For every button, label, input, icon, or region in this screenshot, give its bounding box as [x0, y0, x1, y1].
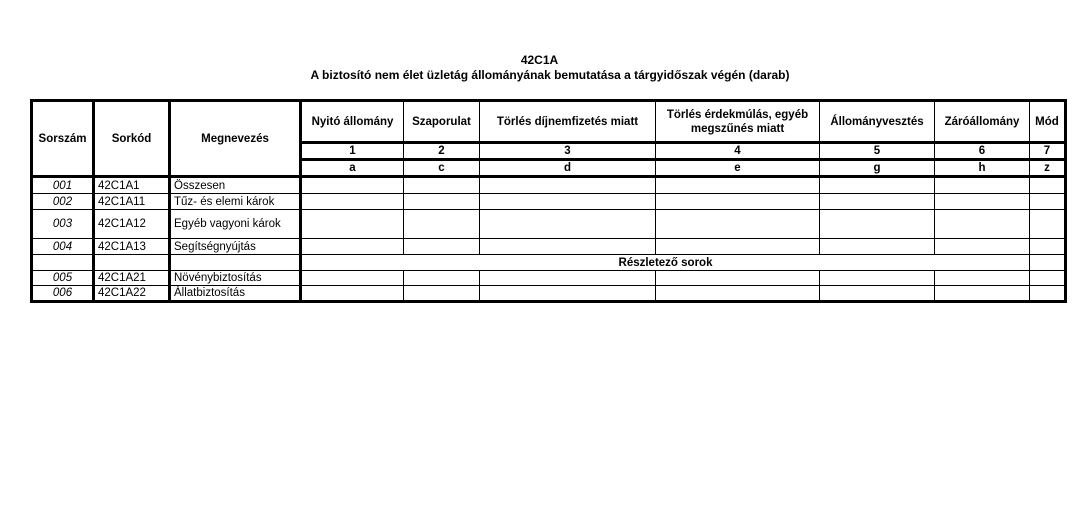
- data-cell[interactable]: [1030, 177, 1066, 194]
- header-name: Megnevezés: [170, 101, 301, 177]
- col-letter: c: [404, 160, 480, 177]
- data-cell[interactable]: [656, 286, 820, 302]
- data-cell[interactable]: [820, 239, 935, 255]
- form-code: 42C1A: [520, 53, 559, 67]
- form-title: A biztosító nem élet üzletág állományának bemutatása a tárgyidőszak végén (darab): [310, 68, 790, 82]
- row-name: Egyéb vagyoni károk: [170, 210, 301, 239]
- data-cell[interactable]: [301, 177, 404, 194]
- data-cell[interactable]: [656, 177, 820, 194]
- data-cell[interactable]: [301, 210, 404, 239]
- col-letter: h: [935, 160, 1030, 177]
- data-cell[interactable]: [480, 210, 656, 239]
- data-cell[interactable]: [404, 286, 480, 302]
- data-cell[interactable]: [656, 194, 820, 210]
- data-cell[interactable]: [935, 239, 1030, 255]
- col-number: 2: [404, 143, 480, 160]
- table-row: [32, 239, 1066, 255]
- data-cell[interactable]: [820, 177, 935, 194]
- header-cancel-other: Törlés érdekmúlás, egyéb megszűnés miatt: [656, 101, 820, 143]
- data-cell[interactable]: [480, 239, 656, 255]
- table-row: [32, 210, 1066, 239]
- report-table: [30, 99, 1067, 303]
- data-cell[interactable]: [656, 210, 820, 239]
- section-label: Részletező sorok: [301, 255, 1030, 271]
- row-name: Állatbiztosítás: [170, 286, 301, 302]
- table-row: [32, 271, 1066, 286]
- data-cell[interactable]: [404, 271, 480, 286]
- col-letter: z: [1030, 160, 1066, 177]
- row-code: 42C1A22: [94, 286, 170, 302]
- data-cell[interactable]: [935, 177, 1030, 194]
- data-cell[interactable]: [480, 271, 656, 286]
- data-cell[interactable]: [656, 271, 820, 286]
- row-serial: 001: [32, 177, 94, 194]
- data-cell[interactable]: [656, 239, 820, 255]
- data-cell[interactable]: [480, 286, 656, 302]
- data-cell[interactable]: [404, 177, 480, 194]
- data-cell[interactable]: [1030, 271, 1066, 286]
- data-cell[interactable]: [301, 194, 404, 210]
- col-letter: d: [480, 160, 656, 177]
- data-cell[interactable]: [404, 239, 480, 255]
- col-number: 4: [656, 143, 820, 160]
- data-cell[interactable]: [935, 194, 1030, 210]
- data-cell[interactable]: [480, 177, 656, 194]
- header-closing: Záróállomány: [935, 101, 1030, 143]
- header-mode: Mód: [1030, 101, 1066, 143]
- row-serial: 005: [32, 271, 94, 286]
- col-number: 6: [935, 143, 1030, 160]
- table-row: [32, 177, 1066, 194]
- table-row: [32, 286, 1066, 302]
- data-cell[interactable]: [935, 210, 1030, 239]
- data-cell[interactable]: [301, 286, 404, 302]
- data-cell[interactable]: [820, 286, 935, 302]
- data-cell[interactable]: [1030, 210, 1066, 239]
- col-letter: a: [301, 160, 404, 177]
- data-cell[interactable]: [480, 194, 656, 210]
- data-cell[interactable]: [935, 286, 1030, 302]
- header-opening: Nyitó állomány: [301, 101, 404, 143]
- data-cell[interactable]: [404, 210, 480, 239]
- data-cell[interactable]: [820, 210, 935, 239]
- data-cell[interactable]: [1030, 239, 1066, 255]
- data-cell[interactable]: [820, 271, 935, 286]
- header-loss: Állományvesztés: [820, 101, 935, 143]
- row-serial: 006: [32, 286, 94, 302]
- data-cell[interactable]: [820, 194, 935, 210]
- col-number: 3: [480, 143, 656, 160]
- header-increase: Szaporulat: [404, 101, 480, 143]
- row-name: Növénybiztosítás: [170, 271, 301, 286]
- col-letter: g: [820, 160, 935, 177]
- data-cell[interactable]: [301, 271, 404, 286]
- row-code: 42C1A21: [94, 271, 170, 286]
- row-name: Segítségnyújtás: [170, 239, 301, 255]
- data-cell[interactable]: [1030, 194, 1066, 210]
- row-code: 42C1A13: [94, 239, 170, 255]
- row-code: 42C1A1: [94, 177, 170, 194]
- col-number: 5: [820, 143, 935, 160]
- header-code: Sorkód: [94, 101, 170, 177]
- section-row: [32, 255, 1066, 271]
- data-cell[interactable]: [301, 239, 404, 255]
- row-name: Tűz- és elemi károk: [170, 194, 301, 210]
- header-cancel-nonpayment: Törlés díjnemfizetés miatt: [480, 101, 656, 143]
- row-serial: 003: [32, 210, 94, 239]
- table-row: [32, 194, 1066, 210]
- col-number: 1: [301, 143, 404, 160]
- row-name: Összesen: [170, 177, 301, 194]
- col-number: 7: [1030, 143, 1066, 160]
- data-cell[interactable]: [935, 271, 1030, 286]
- row-serial: 002: [32, 194, 94, 210]
- data-cell[interactable]: [1030, 286, 1066, 302]
- row-serial: 004: [32, 239, 94, 255]
- row-code: 42C1A12: [94, 210, 170, 239]
- data-cell[interactable]: [404, 194, 480, 210]
- header-serial: Sorszám: [32, 101, 94, 177]
- col-letter: e: [656, 160, 820, 177]
- row-code: 42C1A11: [94, 194, 170, 210]
